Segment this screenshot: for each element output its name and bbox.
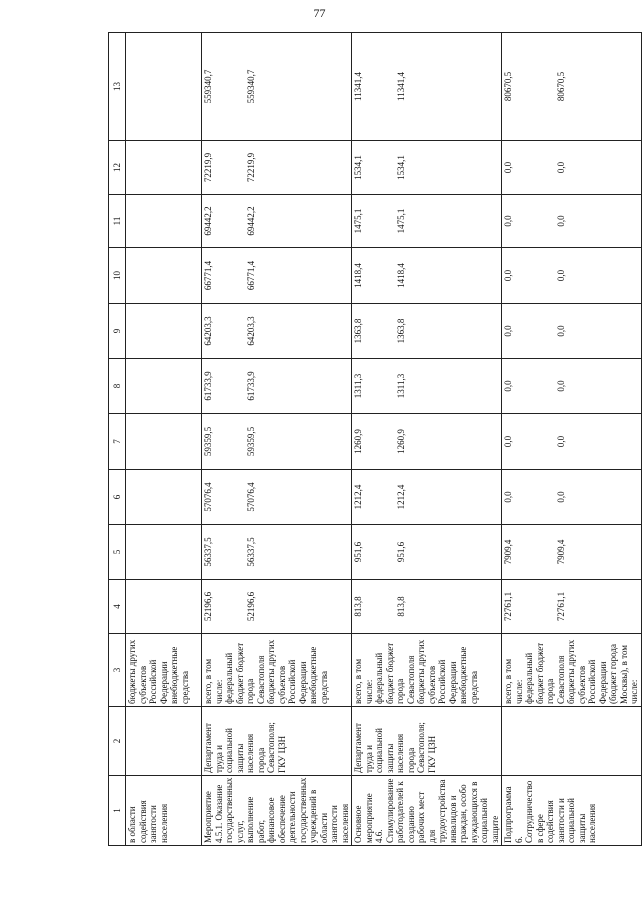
cell-value: [502, 470, 642, 525]
cell-value: [126, 195, 202, 248]
cell-value: [352, 141, 502, 195]
cell-value: [352, 33, 502, 141]
cell-value: [126, 525, 202, 580]
cell-value: [126, 33, 202, 141]
value-total: 72219,9: [203, 152, 213, 183]
value-total: 1418,4: [353, 263, 363, 288]
cell-value: [502, 33, 642, 141]
table-row: [126, 33, 202, 846]
value-city: 59359,5: [245, 426, 256, 457]
cell-value: [352, 248, 502, 304]
cell-activity: Мероприятие 4.5.1. Оказание государственных услуг, выполнение работ, финансовое обеспечение деятельности государственных учреждений в области занятости населения: [202, 776, 352, 846]
cell-value: [502, 525, 642, 580]
col-header: 8: [109, 359, 126, 414]
value-city: 1534,1: [395, 155, 406, 180]
value-other: 0,0: [555, 215, 566, 227]
value-total: 64203,3: [203, 316, 213, 346]
value-total: 951,6: [353, 541, 363, 563]
value-city: 66771,4: [245, 260, 256, 291]
value-total: 0,0: [503, 491, 513, 503]
cell-value: [126, 141, 202, 195]
value-total: 1363,8: [353, 318, 363, 344]
value-city: 72219,9: [245, 152, 256, 183]
cell-source: всего, в том числе: федеральный бюджет бюджет города Севастополя бюджеты других субъектов Российской Федерации (бюджет города Москвы), в том числе:: [502, 634, 642, 707]
value-total: 66771,4: [203, 260, 213, 291]
cell-value: [202, 195, 352, 248]
value-city: 559340,7: [245, 69, 256, 104]
cell-executor: [502, 707, 642, 776]
col-header: 3: [109, 634, 126, 707]
value-total: 57076,4: [203, 482, 213, 512]
page-number: 77: [313, 6, 326, 20]
cell-value: [352, 359, 502, 414]
cell-activity: Подпрограмма 6. Сотрудничество в сфере содействия занятости и социальной защиты населения: [502, 776, 642, 846]
value-city: 951,6: [395, 541, 406, 563]
table-row: [352, 33, 502, 846]
cell-value: [126, 304, 202, 359]
value-total: 80670,5: [503, 71, 513, 102]
cell-value: [202, 33, 352, 141]
value-total: 1212,4: [353, 484, 363, 510]
value-city: 69442,2: [245, 206, 256, 236]
value-other: 72761,1: [555, 591, 566, 622]
col-header: 11: [109, 195, 126, 248]
value-other: 0,0: [555, 161, 566, 174]
value-other: 7909,4: [555, 539, 566, 565]
value-city: 1260,9: [395, 429, 406, 454]
value-total: 1534,1: [353, 155, 363, 180]
col-header: 1: [109, 776, 126, 846]
cell-value: [352, 195, 502, 248]
value-total: 0,0: [503, 325, 513, 337]
value-city: 56337,5: [245, 537, 256, 567]
value-other: 0,0: [555, 435, 566, 448]
cell-source: всего, в том числе: федеральный бюджет бюджет города Севастополя бюджеты других субъектов Российской Федерации внебюджетные средства: [202, 634, 352, 707]
cell-executor: Департамент труда и социальной защиты населения города Севастополя; ГКУ ЦЗН: [352, 707, 502, 776]
value-other: 80670,5: [555, 71, 566, 102]
col-header: 10: [109, 248, 126, 304]
value-total: 0,0: [503, 269, 513, 282]
value-city: 1363,8: [395, 318, 406, 344]
cell-value: [352, 525, 502, 580]
value-city: 64203,3: [245, 316, 256, 346]
value-total: 1475,1: [353, 208, 363, 234]
cell-activity: в области содействия занятости населения: [126, 776, 202, 846]
cell-value: [502, 304, 642, 359]
value-total: 56337,5: [203, 537, 213, 567]
value-total: 69442,2: [203, 206, 213, 236]
value-total: 0,0: [503, 435, 513, 448]
header-row: [109, 33, 126, 846]
value-total: 61733,9: [203, 371, 213, 401]
col-header: 12: [109, 141, 126, 195]
cell-value: [202, 414, 352, 470]
value-city: 52196,6: [245, 591, 256, 622]
cell-value: [126, 414, 202, 470]
value-other: 0,0: [555, 269, 566, 282]
cell-value: [502, 141, 642, 195]
value-total: 52196,6: [203, 591, 213, 622]
cell-value: [202, 470, 352, 525]
budget-table: [108, 32, 642, 846]
value-other: 0,0: [555, 325, 566, 337]
value-total: 1260,9: [353, 429, 363, 454]
value-total: 1311,3: [353, 373, 363, 399]
col-header: 6: [109, 470, 126, 525]
cell-source: всего, в том числе: федеральный бюджет бюджет города Севастополя бюджеты других субъектов Российской Федерации внебюджетные средства: [352, 634, 502, 707]
value-city: 1475,1: [395, 208, 406, 234]
col-header: 4: [109, 580, 126, 634]
value-total: 7909,4: [503, 539, 513, 565]
table-row: [202, 33, 352, 846]
col-header: 5: [109, 525, 126, 580]
cell-value: [352, 580, 502, 634]
cell-value: [202, 141, 352, 195]
cell-value: [126, 359, 202, 414]
cell-activity: Основное мероприятие 4.6. Стимулирование работодателей к созданию рабочих мест для трудоустройства инвалидов и граждан, особо нуждающихся в социальной защите: [352, 776, 502, 846]
value-other: 0,0: [555, 491, 566, 503]
value-total: 559340,7: [203, 69, 213, 104]
cell-value: [502, 414, 642, 470]
cell-source: бюджеты других субъектов Российской Федерации внебюджетные средства: [126, 634, 202, 707]
value-city: 61733,9: [245, 371, 256, 401]
value-city: 11341,4: [395, 72, 406, 101]
col-header: 7: [109, 414, 126, 470]
rotated-table-frame: [108, 33, 639, 846]
cell-value: [502, 248, 642, 304]
value-total: 813,8: [353, 596, 363, 617]
value-city: 1311,3: [395, 373, 406, 399]
cell-value: [502, 580, 642, 634]
cell-value: [126, 580, 202, 634]
table-row: [502, 33, 642, 846]
value-city: 813,8: [395, 596, 406, 617]
cell-value: [126, 248, 202, 304]
cell-value: [126, 470, 202, 525]
cell-value: [202, 359, 352, 414]
cell-value: [502, 359, 642, 414]
cell-value: [352, 304, 502, 359]
cell-executor: [126, 707, 202, 776]
value-total: 11341,4: [353, 72, 363, 101]
landscape-container: [108, 33, 639, 846]
value-city: 1212,4: [395, 484, 406, 510]
cell-value: [502, 195, 642, 248]
cell-value: [352, 414, 502, 470]
value-total: 0,0: [503, 161, 513, 174]
cell-executor: Департамент труда и социальной защиты населения города Севастополя; ГКУ ЦЗН: [202, 707, 352, 776]
cell-value: [202, 304, 352, 359]
col-header: 13: [109, 33, 126, 141]
col-header: 9: [109, 304, 126, 359]
cell-value: [352, 470, 502, 525]
col-header: 2: [109, 707, 126, 776]
value-city: 1418,4: [395, 263, 406, 288]
value-total: 59359,5: [203, 426, 213, 457]
value-other: 0,0: [555, 380, 566, 392]
value-city: 57076,4: [245, 482, 256, 512]
cell-value: [202, 248, 352, 304]
cell-value: [202, 525, 352, 580]
value-total: 0,0: [503, 215, 513, 227]
value-total: 0,0: [503, 380, 513, 392]
cell-value: [202, 580, 352, 634]
value-total: 72761,1: [503, 591, 513, 622]
